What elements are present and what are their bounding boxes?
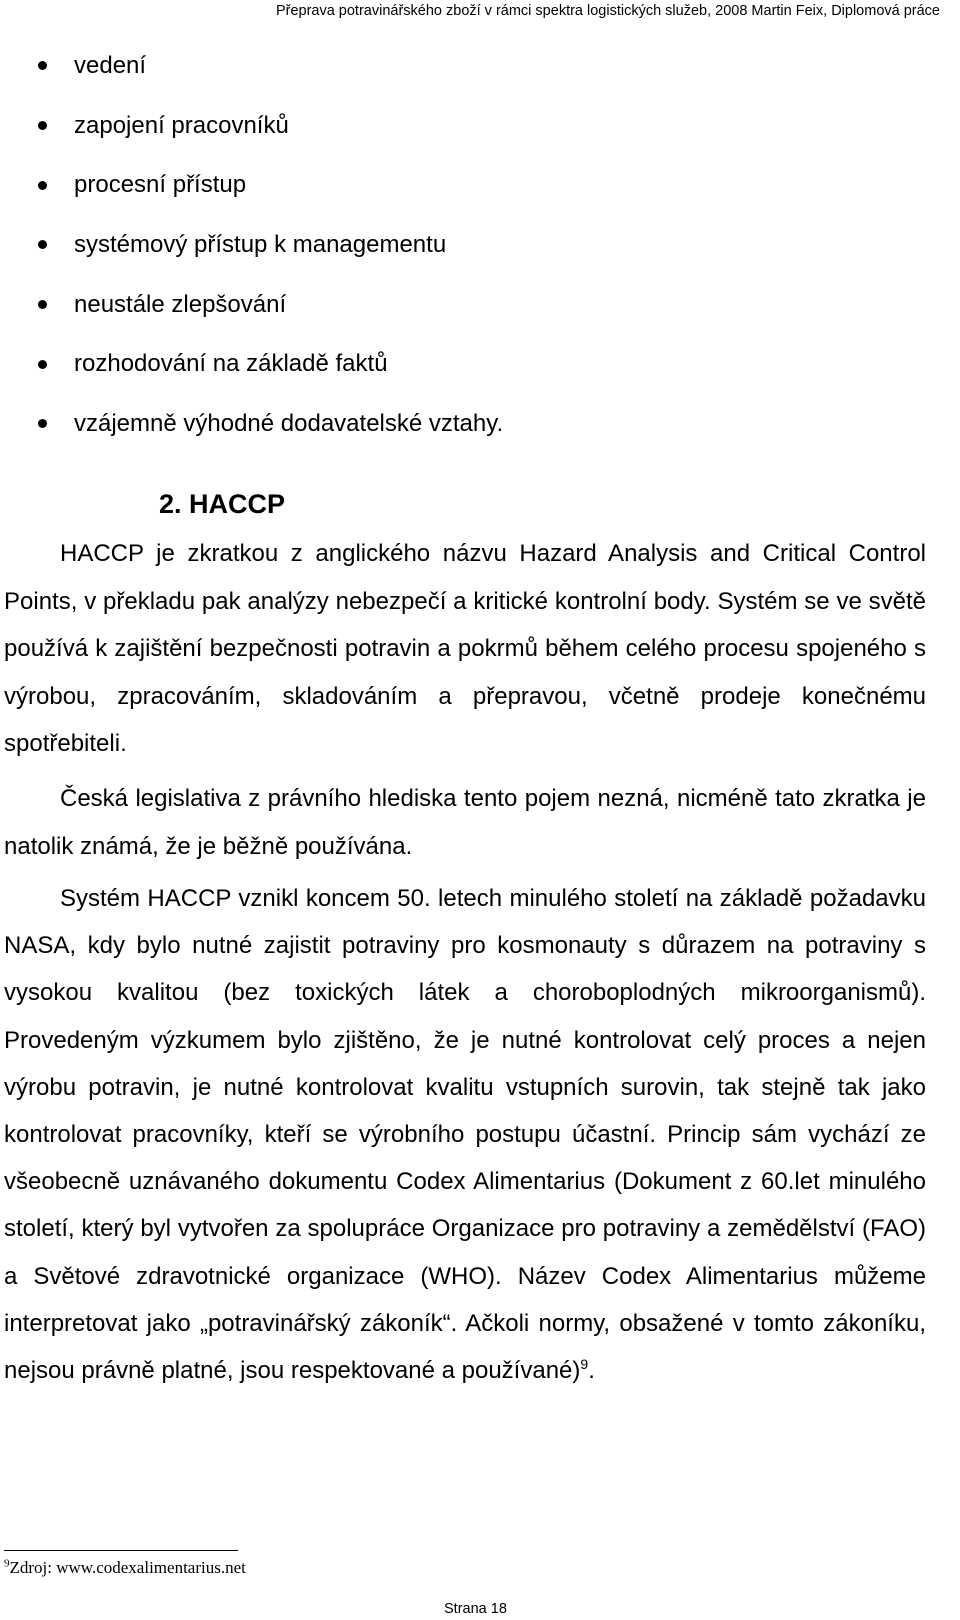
bullet-icon [38,300,47,309]
list-item-text: systémový přístup k managementu [74,230,447,258]
bullet-icon [38,61,47,70]
bullet-list [38,36,503,454]
list-item-text: zapojení pracovníků [74,111,289,139]
paragraph-text: Systém HACCP vznikl koncem 50. letech minulého století na základě požadavku NASA, kdy bylo nutné zajistit potraviny pro kosmonauty s důrazem na potraviny s vysokou kvalitou (bez toxických látek a choroboplodných mikroorganismů). Provedeným výzkumem bylo zjištěno, že je nutné kontrolovat celý proces a nejen výrobu potravin, je nutné kontrolovat kvalitu vstupních surovin, tak stejně tak jako kontrolovat pracovníky, kteří se výrobního postupu účastní. Princip sám vychází ze všeobecně uznávaného dokumentu Codex Alimentarius (Dokument z 60.let minulého století, který byl vytvořen za spolupráce Organizace pro potraviny a zemědělství (FAO) a Světové zdravotnické organizace (WHO). Název Codex Alimentarius můžeme interpretovat jako „potravinářský zákoník“. Ačkoli normy, obsažené v tomto zákoníku, nejsou právně platné, jsou respektované a používané) [4,885,926,1385]
bullet-icon [38,360,47,369]
list-item-text: vedení [74,51,147,79]
paragraph: HACCP je zkratkou z anglického názvu Hazard Analysis and Critical Control Points, v překladu pak analýzy nebezpečí a kritické kontrolní body. Systém se ve světě používá k zajištění bezpečnosti potravin a pokrmů během celého procesu spojeného s výrobou, zpracováním, skladováním a přepravou, včetně prodeje konečnému spotřebiteli. [4,540,926,757]
footnote-text: Zdroj: www.codexalimentarius.net [9,1558,246,1577]
page-number: Strana 18 [444,1601,507,1617]
footnote-number: 9 [4,1557,10,1570]
paragraph-end: . [588,1357,595,1385]
footnote [4,1557,246,1579]
paragraph [4,875,926,1394]
list-item [38,215,503,275]
paragraph: Česká legislativa z právního hlediska tento pojem nezná, nicméně tato zkratka je natolik známá, že je běžně používána. [4,785,926,860]
section-heading [159,488,285,520]
section-number: 2. [159,489,182,519]
list-item-text: neustále zlepšování [74,290,287,318]
list-item [38,394,503,454]
list-item [38,334,503,394]
section-title: HACCP [189,489,286,519]
footnote-separator [4,1550,238,1551]
list-item-text: procesní přístup [74,171,247,199]
bullet-icon [38,419,47,428]
running-header: Přeprava potravinářského zboží v rámci spektra logistických služeb, 2008 Martin Feix, Diplomová práce [275,3,940,19]
bullet-icon [38,240,47,249]
list-item-text: rozhodování na základě faktů [74,350,388,378]
bullet-icon [38,121,47,130]
footnote-reference[interactable]: 9 [580,1356,589,1373]
bullet-icon [38,181,47,190]
list-item [38,96,503,156]
list-item [38,275,503,335]
list-item [38,36,503,96]
list-item [38,155,503,215]
list-item-text: vzájemně výhodné dodavatelské vztahy. [74,409,504,437]
